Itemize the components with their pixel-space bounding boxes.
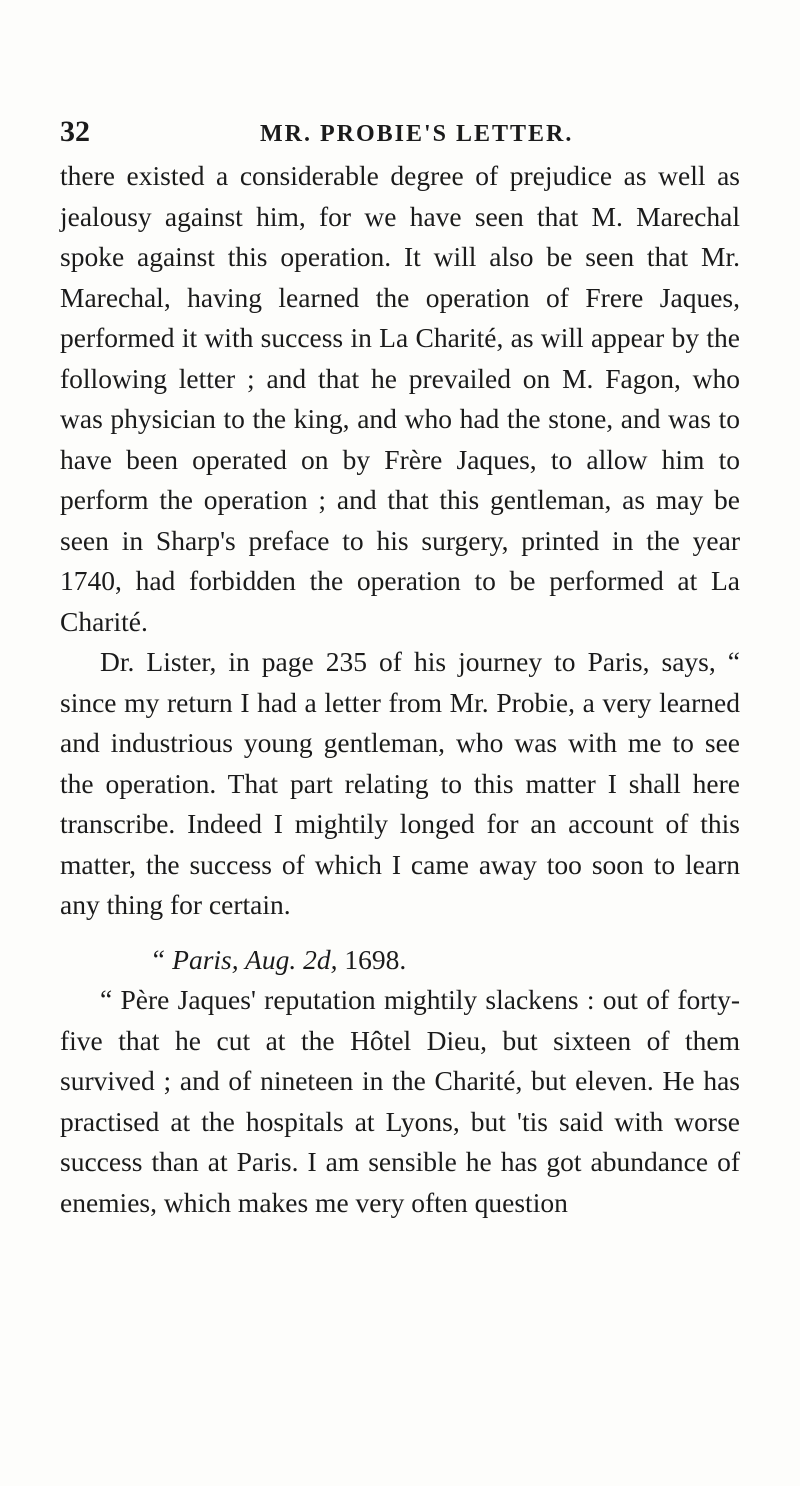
running-head	[60, 112, 740, 152]
letter-dateline	[60, 940, 740, 981]
dateline-place-date: “ Paris, Aug. 2d,	[150, 943, 338, 975]
paragraph-lister: Dr. Lister, in page 235 of his journey to Paris, says, “ since my return I had a letter from Mr. Probie, a very learned and industrious young gentleman, who was with me to see the operation. That part relating to this matter I shall here transcribe. Indeed I mightily longed for an account of this matter, the success of which I came away too soon to learn any thing for certain.	[60, 646, 740, 920]
page-number: 32	[60, 115, 90, 148]
paragraph-continued: there existed a considerable degree of prejudice as well as jealousy against him, for we have seen that M. Marechal spoke against this operation. It will also be seen that Mr. Marechal, having learned the operation of Frere Jaques, performed it with success in La Charité, as will appear by the following letter ; and that he prevailed on M. Fagon, who was physician to the king, and who had the stone, and was to have been operated on by Frère Jaques, to allow him to perform the operation ; and that this gentleman, as may be seen in Sharp's preface to his surgery, printed in the year 1740, had forbidden the operation to be performed at La Charité.	[60, 160, 740, 637]
dateline-year: 1698.	[344, 943, 407, 975]
running-title: MR. PROBIE'S LETTER.	[260, 121, 574, 147]
paragraph-letter: “ Père Jaques' reputation mightily slackens : out of forty-five that he cut at the Hôtel Dieu, but sixteen of them survived ; and of nineteen in the Charité, but eleven. He has practised at the hospitals at Lyons, but 'tis said with worse success than at Paris. I am sensible he has got abundance of enemies, which makes me very often question	[60, 984, 740, 1218]
body-text	[60, 156, 740, 1223]
